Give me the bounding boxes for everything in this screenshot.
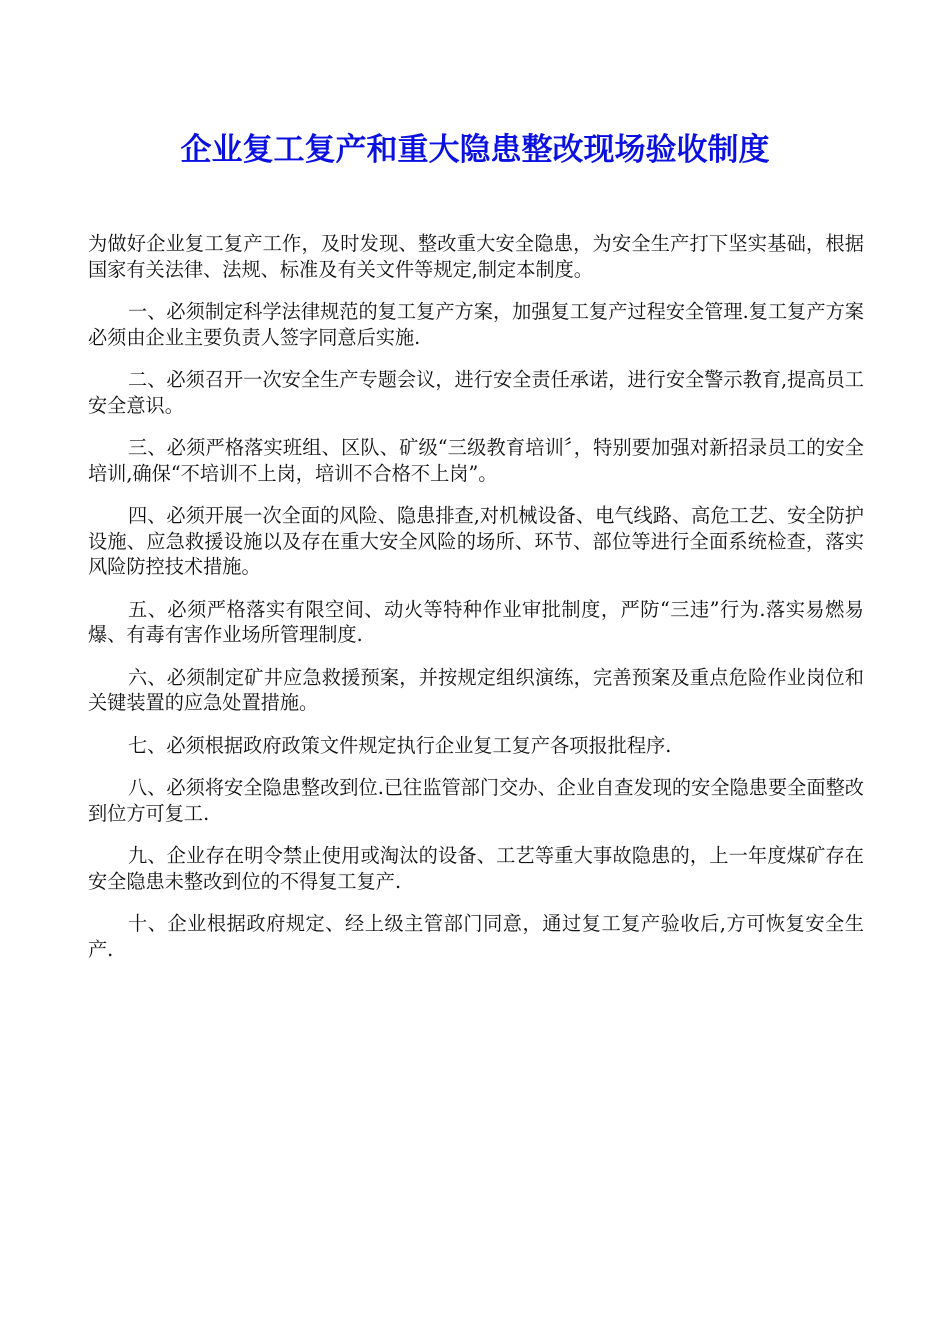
document-body — [88, 231, 864, 979]
clause-6: 六、必须制定矿井应急救援预案，并按规定组织演练，完善预案及重点危险作业岗位和关键装置的应急处置措施。 — [88, 665, 864, 714]
clause-10: 十、企业根据政府规定、经上级主管部门同意，通过复工复产验收后,方可恢复安全生产. — [88, 912, 864, 961]
clause-3: 三、必须严格落实班组、区队、矿级“三级教育培训〞，特别要加强对新招录员工的安全培训,确保“不培训不上岗，培训不合格不上岗”。 — [88, 436, 864, 485]
clause-9: 九、企业存在明令禁止使用或淘汰的设备、工艺等重大事故隐患的，上一年度煤矿存在安全隐患未整改到位的不得复工复产. — [88, 844, 864, 893]
clause-4: 四、必须开展一次全面的风险、隐患排查,对机械设备、电气线路、高危工艺、安全防护设施、应急救援设施以及存在重大安全风险的场所、环节、部位等进行全面系统检查，落实风险防控技术措施。 — [88, 504, 864, 578]
clause-1: 一、必须制定科学法律规范的复工复产方案，加强复工复产过程安全管理.复工复产方案必须由企业主要负责人签字同意后实施. — [88, 300, 864, 349]
clause-7: 七、必须根据政府政策文件规定执行企业复工复产各项报批程序. — [128, 733, 672, 757]
clause-5: 五、必须严格落实有限空间、动火等特种作业审批制度，严防“三违”行为.落实易燃易爆、有毒有害作业场所管理制度. — [88, 597, 864, 646]
clause-2: 二、必须召开一次安全生产专题会议，进行安全责任承诺，进行安全警示教育,提高员工安全意识。 — [88, 368, 864, 417]
intro-paragraph: 为做好企业复工复产工作，及时发现、整改重大安全隐患，为安全生产打下坚实基础，根据国家有关法律、法规、标准及有关文件等规定,制定本制度。 — [88, 232, 864, 281]
document-title: 企业复工复产和重大隐患整改现场验收制度 — [180, 132, 770, 168]
clause-8: 八、必须将安全隐患整改到位.已往监管部门交办、企业自查发现的安全隐患要全面整改到位方可复工. — [88, 776, 864, 825]
